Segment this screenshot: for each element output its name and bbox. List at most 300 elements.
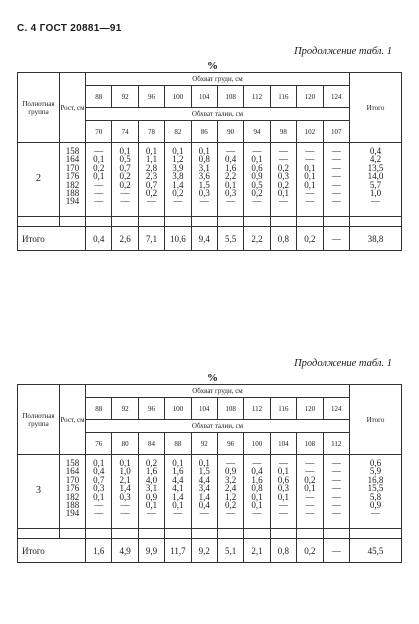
value-column xyxy=(165,143,191,217)
height-value: 194 xyxy=(65,196,80,207)
height-list xyxy=(60,143,86,217)
table-cell: 0,2 xyxy=(251,187,263,198)
table-cell: 0,7 xyxy=(145,179,158,190)
table-cell: 2,3 xyxy=(145,171,158,182)
column-total: 11,7 xyxy=(165,539,191,563)
spacer-cell xyxy=(349,529,401,539)
table-cell: — xyxy=(305,187,315,198)
chest-value: 116 xyxy=(270,86,296,108)
waist-value: 100 xyxy=(244,433,270,455)
spacer-cell xyxy=(112,529,138,539)
table-caption: Продолжение табл. 1 xyxy=(294,358,392,369)
column-total: 9,9 xyxy=(138,539,164,563)
value-column xyxy=(297,455,323,529)
table-cell: 3,6 xyxy=(198,171,210,182)
table-cell: — xyxy=(305,491,315,502)
height-value: 158 xyxy=(65,458,80,468)
table-cell: 0,1 xyxy=(119,146,131,156)
value-column xyxy=(217,143,243,217)
height-value: 188 xyxy=(65,187,80,198)
chest-value: 92 xyxy=(112,398,138,420)
value-column xyxy=(297,143,323,217)
column-total: 0,4 xyxy=(86,227,112,251)
spacer-cell xyxy=(191,217,217,227)
column-total: 0,2 xyxy=(297,227,323,251)
column-total: 7,1 xyxy=(138,227,164,251)
table-cell: 1,0 xyxy=(119,466,131,477)
column-total: — xyxy=(323,227,349,251)
table-cell: 3,2 xyxy=(225,474,237,485)
table-cell: — xyxy=(94,499,104,510)
row-total: 16,8 xyxy=(367,474,384,485)
table-cell: 1,4 xyxy=(172,491,184,502)
totals-row xyxy=(18,227,402,251)
table-cell: 0,2 xyxy=(304,474,316,485)
table-cell: — xyxy=(252,146,262,156)
data-table xyxy=(17,384,402,563)
spacer-cell xyxy=(60,217,86,227)
chest-header: Обхват груди, см xyxy=(86,73,350,86)
table-cell: 0,3 xyxy=(225,187,237,198)
column-total: 9,4 xyxy=(191,227,217,251)
value-column xyxy=(86,455,112,529)
table-cell: 1,6 xyxy=(172,466,184,477)
table-cell: 0,1 xyxy=(304,171,316,182)
table-cell: 0,2 xyxy=(119,171,131,182)
waist-header: Обхват талии, см xyxy=(86,108,350,121)
value-column xyxy=(270,143,296,217)
table-cell: 1,1 xyxy=(145,154,158,165)
chest-value: 96 xyxy=(138,398,164,420)
row-totals xyxy=(349,455,401,529)
table-cell: 0,9 xyxy=(225,466,237,477)
waist-value: 86 xyxy=(191,121,217,143)
table-cell: 0,1 xyxy=(93,154,105,165)
table-cell: 0,1 xyxy=(172,146,184,156)
table-cell: 0,1 xyxy=(304,179,316,190)
column-total: 5,5 xyxy=(217,227,243,251)
table-cell: — xyxy=(331,491,341,502)
waist-value: 70 xyxy=(86,121,112,143)
waist-value: 90 xyxy=(217,121,243,143)
table-cell: — xyxy=(146,508,156,519)
value-column xyxy=(323,455,349,529)
waist-value: 112 xyxy=(323,433,349,455)
row-totals xyxy=(349,143,401,217)
table-cell: — xyxy=(331,179,341,190)
table-cell: 3,1 xyxy=(145,483,158,494)
table-cell: 0,8 xyxy=(251,483,263,494)
spacer-cell xyxy=(112,217,138,227)
percent-sign: % xyxy=(207,372,218,384)
waist-value: 76 xyxy=(86,433,112,455)
table-cell: 2,1 xyxy=(119,474,131,485)
totals-row xyxy=(18,539,402,563)
chest-value: 104 xyxy=(191,86,217,108)
column-total: 1,6 xyxy=(86,539,112,563)
table-cell: — xyxy=(94,508,104,519)
table-cell: 0,1 xyxy=(93,491,105,502)
table-cell: 0,4 xyxy=(93,466,105,477)
row-total: 15,5 xyxy=(367,483,384,494)
row-total: 0,6 xyxy=(369,458,382,468)
table-cell: — xyxy=(278,499,288,510)
height-value: 170 xyxy=(65,474,80,485)
table-cell: — xyxy=(278,154,288,165)
table-cell: — xyxy=(94,179,104,190)
table-cell: 0,2 xyxy=(277,179,290,190)
table-cell: 1,4 xyxy=(172,179,184,190)
row-total: — xyxy=(370,196,380,207)
table-row xyxy=(18,143,402,217)
chest-value: 112 xyxy=(244,398,270,420)
chest-value: 104 xyxy=(191,398,217,420)
chest-value: 124 xyxy=(323,398,349,420)
chest-value: 120 xyxy=(297,398,323,420)
table-cell: 0,4 xyxy=(251,466,263,477)
table-cell: 0,7 xyxy=(93,474,105,485)
table-cell: 1,6 xyxy=(251,474,263,485)
table-cell: — xyxy=(305,196,315,207)
table-cell: 0,5 xyxy=(119,154,131,165)
spacer-cell xyxy=(60,529,86,539)
value-column xyxy=(270,455,296,529)
column-total: 0,8 xyxy=(270,539,296,563)
row-total: 5,8 xyxy=(369,491,382,502)
table-cell: 3,8 xyxy=(172,171,184,182)
table-cell: 1,2 xyxy=(225,491,237,502)
column-total: 4,9 xyxy=(112,539,138,563)
table-cell: 0,6 xyxy=(277,474,290,485)
table-cell: — xyxy=(331,162,341,173)
chest-value: 108 xyxy=(217,86,243,108)
table-cell: 0,2 xyxy=(225,499,237,510)
table-cell: 2,4 xyxy=(225,483,237,494)
table-cell: 0,6 xyxy=(251,162,263,173)
group-number: 3 xyxy=(18,455,60,529)
spacer-cell xyxy=(270,529,296,539)
column-total: 0,8 xyxy=(270,227,296,251)
group-header: Полнотная группа xyxy=(18,385,60,455)
table-cell: — xyxy=(305,154,315,165)
table-cell: — xyxy=(331,508,341,519)
table-cell: — xyxy=(120,196,130,207)
table-cell: — xyxy=(305,146,315,156)
totals-label: Итого xyxy=(18,227,86,251)
waist-value: 80 xyxy=(112,433,138,455)
waist-value: 74 xyxy=(112,121,138,143)
grand-total: 38,8 xyxy=(349,227,401,251)
value-column xyxy=(138,143,164,217)
group-number: 2 xyxy=(18,143,60,217)
table-cell: 0,2 xyxy=(172,187,184,198)
table-cell: 3,1 xyxy=(198,162,210,173)
table-cell: — xyxy=(278,458,288,468)
table-cell: 0,2 xyxy=(145,458,158,468)
value-column xyxy=(244,455,270,529)
chest-value: 124 xyxy=(323,86,349,108)
spacer-cell xyxy=(165,529,191,539)
table-cell: — xyxy=(331,154,341,165)
table-cell: — xyxy=(305,466,315,477)
table-cell: — xyxy=(331,474,341,485)
height-list xyxy=(60,455,86,529)
table-cell: — xyxy=(173,196,183,207)
spacer-cell xyxy=(349,217,401,227)
table-cell: — xyxy=(278,146,288,156)
table-cell: — xyxy=(226,508,236,519)
waist-value: 82 xyxy=(165,121,191,143)
table-cell: 1,6 xyxy=(225,162,237,173)
table-cell: 0,2 xyxy=(119,179,131,190)
table-cell: — xyxy=(331,187,341,198)
table-cell: — xyxy=(331,146,341,156)
table-cell: 0,3 xyxy=(277,483,290,494)
value-column xyxy=(165,455,191,529)
spacer-row xyxy=(18,529,402,539)
table-cell: 0,1 xyxy=(145,146,158,156)
column-total: 9,2 xyxy=(191,539,217,563)
table-cell: — xyxy=(120,187,130,198)
row-total: 1,0 xyxy=(369,187,382,198)
group-header: Полнотная группа xyxy=(18,73,60,143)
table-cell: — xyxy=(226,146,236,156)
row-total: 13,5 xyxy=(367,162,384,173)
table-cell: 0,9 xyxy=(145,491,158,502)
spacer-cell xyxy=(18,217,60,227)
table-cell: 0,1 xyxy=(277,187,290,198)
chest-value: 100 xyxy=(165,86,191,108)
value-column xyxy=(217,455,243,529)
waist-value: 84 xyxy=(138,433,164,455)
table-cell: 0,1 xyxy=(119,458,131,468)
percent-sign: % xyxy=(207,60,218,72)
table-cell: 0,7 xyxy=(119,162,131,173)
table-cell: 4,4 xyxy=(198,474,210,485)
value-column xyxy=(191,455,217,529)
table-cell: 0,9 xyxy=(251,171,263,182)
table-cell: — xyxy=(199,196,209,207)
waist-value: 108 xyxy=(297,433,323,455)
table-cell: 1,4 xyxy=(198,491,210,502)
table-cell: — xyxy=(252,458,262,468)
column-total: 2,1 xyxy=(244,539,270,563)
table-cell: 0,1 xyxy=(277,466,290,477)
chest-value: 112 xyxy=(244,86,270,108)
spacer-cell xyxy=(138,217,164,227)
table-cell: — xyxy=(94,196,104,207)
row-total: 5,7 xyxy=(369,179,382,190)
table-cell: 1,6 xyxy=(145,466,158,477)
chest-value: 88 xyxy=(86,398,112,420)
row-total: 4,2 xyxy=(369,154,382,165)
table-cell: 0,8 xyxy=(198,154,210,165)
value-column xyxy=(323,143,349,217)
table-cell: 4,0 xyxy=(145,474,158,485)
table-cell: — xyxy=(173,508,183,519)
value-column xyxy=(112,455,138,529)
table-cell: 0,4 xyxy=(198,499,210,510)
table-cell: — xyxy=(305,499,315,510)
table-cell: 0,1 xyxy=(251,499,263,510)
column-total: 2,6 xyxy=(112,227,138,251)
height-value: 176 xyxy=(65,483,80,494)
table-cell: — xyxy=(120,508,130,519)
height-header: Рост, см xyxy=(60,73,86,143)
table-cell: 1,2 xyxy=(172,154,184,165)
table-cell: 4,1 xyxy=(172,483,184,494)
data-table xyxy=(17,72,402,251)
table-cell: — xyxy=(226,458,236,468)
table-cell: — xyxy=(278,508,288,519)
table-cell: 1,5 xyxy=(198,179,210,190)
table-cell: 0,1 xyxy=(225,179,237,190)
waist-value: 94 xyxy=(244,121,270,143)
table-cell: 2,8 xyxy=(145,162,158,173)
chest-value: 100 xyxy=(165,398,191,420)
table-cell: — xyxy=(252,196,262,207)
table-cell: 0,1 xyxy=(93,458,105,468)
table-cell: 0,3 xyxy=(93,483,105,494)
spacer-cell xyxy=(297,529,323,539)
spacer-cell xyxy=(270,217,296,227)
waist-value: 96 xyxy=(217,433,243,455)
spacer-cell xyxy=(138,529,164,539)
spacer-cell xyxy=(217,529,243,539)
table-cell: 0,1 xyxy=(198,146,210,156)
table-cell: 0,1 xyxy=(277,491,290,502)
waist-value: 78 xyxy=(138,121,164,143)
table-cell: 0,1 xyxy=(93,171,105,182)
chest-value: 88 xyxy=(86,86,112,108)
height-value: 194 xyxy=(65,508,80,519)
table-cell: 0,3 xyxy=(198,187,210,198)
table-cell: — xyxy=(331,171,341,182)
value-column xyxy=(112,143,138,217)
waist-value: 104 xyxy=(270,433,296,455)
column-total: 10,6 xyxy=(165,227,191,251)
table-cell: 0,3 xyxy=(119,491,131,502)
height-value: 164 xyxy=(65,154,80,165)
chest-value: 108 xyxy=(217,398,243,420)
waist-value: 92 xyxy=(191,433,217,455)
table-cell: — xyxy=(331,483,341,494)
table-cell: 4,4 xyxy=(172,474,184,485)
page-header: С. 4 ГОСТ 20881—91 xyxy=(17,23,122,34)
value-column xyxy=(244,143,270,217)
table-cell: 0,3 xyxy=(277,171,290,182)
row-total: 0,4 xyxy=(369,146,382,156)
table-cell: 0,5 xyxy=(251,179,263,190)
value-column xyxy=(86,143,112,217)
chest-value: 96 xyxy=(138,86,164,108)
table-cell: — xyxy=(226,196,236,207)
table-row xyxy=(18,455,402,529)
table-cell: 3,9 xyxy=(172,162,184,173)
waist-value: 102 xyxy=(297,121,323,143)
spacer-cell xyxy=(323,217,349,227)
height-value: 176 xyxy=(65,171,80,182)
waist-value: 88 xyxy=(165,433,191,455)
spacer-cell xyxy=(165,217,191,227)
height-value: 182 xyxy=(65,491,80,502)
table-cell: — xyxy=(199,508,209,519)
spacer-cell xyxy=(217,217,243,227)
table-cell: 2,2 xyxy=(225,171,237,182)
table-cell: — xyxy=(331,458,341,468)
spacer-cell xyxy=(18,529,60,539)
total-header: Итого xyxy=(349,73,401,143)
chest-value: 120 xyxy=(297,86,323,108)
row-total: 14,0 xyxy=(367,171,384,182)
column-total: 2,2 xyxy=(244,227,270,251)
table-cell: 0,1 xyxy=(304,162,316,173)
table-cell: 0,1 xyxy=(172,499,184,510)
waist-header: Обхват талии, см xyxy=(86,420,350,433)
spacer-cell xyxy=(297,217,323,227)
grand-total: 45,5 xyxy=(349,539,401,563)
totals-label: Итого xyxy=(18,539,86,563)
table-cell: 0,2 xyxy=(277,162,290,173)
table-cell: 1,5 xyxy=(198,466,210,477)
row-total: 5,9 xyxy=(369,466,382,477)
spacer-cell xyxy=(86,529,112,539)
table-cell: 0,1 xyxy=(145,499,158,510)
spacer-cell xyxy=(86,217,112,227)
header-row xyxy=(18,385,402,398)
table-cell: — xyxy=(331,196,341,207)
chest-value: 92 xyxy=(112,86,138,108)
table-cell: 0,1 xyxy=(251,491,263,502)
spacer-cell xyxy=(191,529,217,539)
table-cell: — xyxy=(278,196,288,207)
spacer-cell xyxy=(323,529,349,539)
chest-value: 116 xyxy=(270,398,296,420)
column-total: 0,2 xyxy=(297,539,323,563)
header-row xyxy=(18,73,402,86)
table-cell: 0,1 xyxy=(198,458,210,468)
waist-value: 98 xyxy=(270,121,296,143)
table-cell: — xyxy=(94,187,104,198)
height-value: 170 xyxy=(65,162,80,173)
table-cell: — xyxy=(305,458,315,468)
height-value: 158 xyxy=(65,146,80,156)
total-header: Итого xyxy=(349,385,401,455)
table-cell: 0,1 xyxy=(251,154,263,165)
table-cell: 0,4 xyxy=(225,154,237,165)
table-cell: — xyxy=(331,499,341,510)
table-cell: 3,4 xyxy=(198,483,210,494)
row-total: — xyxy=(370,508,380,519)
table-cell: — xyxy=(120,499,130,510)
column-total: 5,1 xyxy=(217,539,243,563)
height-value: 188 xyxy=(65,499,80,510)
table-cell: — xyxy=(305,508,315,519)
table-cell: — xyxy=(94,146,104,156)
table-cell: 0,2 xyxy=(145,187,158,198)
height-header: Рост, см xyxy=(60,385,86,455)
table-caption: Продолжение табл. 1 xyxy=(294,46,392,57)
height-value: 182 xyxy=(65,179,80,190)
spacer-cell xyxy=(244,529,270,539)
row-total: 0,9 xyxy=(369,499,382,510)
value-column xyxy=(191,143,217,217)
waist-value: 107 xyxy=(323,121,349,143)
spacer-cell xyxy=(244,217,270,227)
table-cell: 0,1 xyxy=(172,458,184,468)
table-cell: — xyxy=(331,466,341,477)
column-total: — xyxy=(323,539,349,563)
